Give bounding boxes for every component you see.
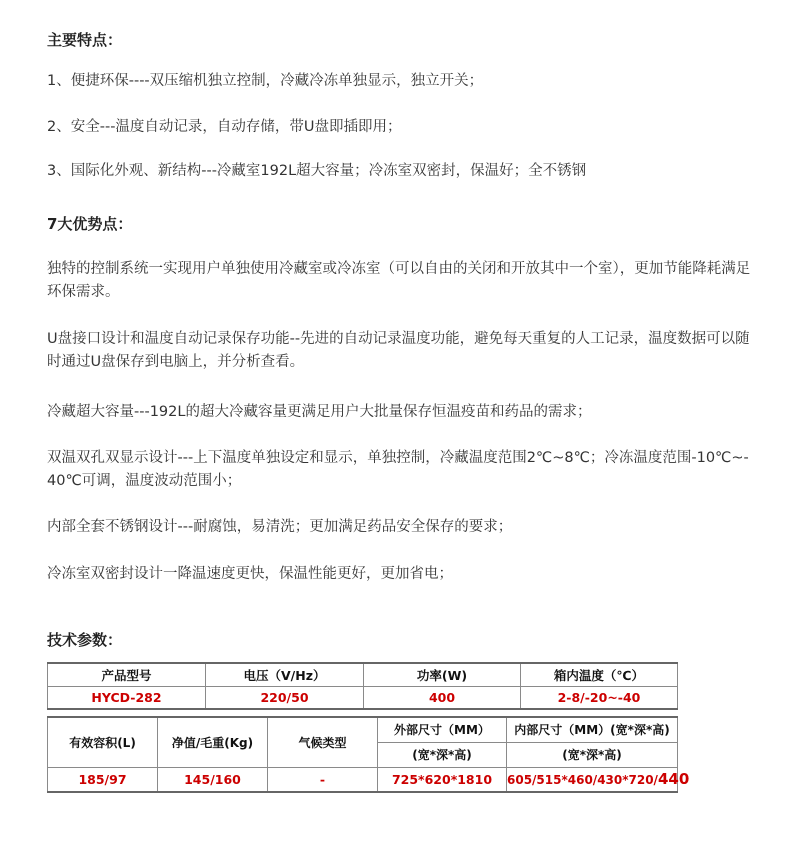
advantages-title: 7大优势点： [47, 215, 133, 233]
header-model: 产品型号 [48, 663, 206, 686]
header-outer-size: 外部尺寸（MM） [378, 717, 507, 742]
table-row [48, 663, 678, 686]
advantage-item-5: 内部全套不锈钢设计---耐腐蚀，易清洗；更加满足药品安全保存的要求； [47, 519, 513, 535]
features-title: 主要特点： [47, 31, 123, 49]
header-volume: 有效容积(L) [48, 717, 158, 767]
value-voltage: 220/50 [206, 686, 364, 709]
value-weight: 145/160 [158, 767, 268, 792]
subheader-outer-dims: (宽*深*高) [378, 742, 507, 767]
header-power: 功率(W) [364, 663, 521, 686]
feature-item-3: 3、国际化外观、新结构---冷藏室192L超大容量；冷冻室双密封，保温好；全不锈钢 [47, 163, 587, 179]
header-voltage: 电压（V/Hz） [206, 663, 364, 686]
table-row [48, 686, 678, 709]
specs-title: 技术参数： [47, 631, 123, 649]
value-inner-temp: 2-8/-20~-40 [521, 686, 678, 709]
advantage-item-3: 冷藏超大容量---192L的超大冷藏容量更满足用户大批量保存恒温疫苗和药品的需求； [47, 404, 592, 420]
advantage-item-6: 冷冻室双密封设计一降温速度更快，保温性能更好，更加省电； [47, 566, 453, 582]
value-outer-size: 725*620*1810 [378, 767, 507, 792]
value-inner-size-main: 605/515*460/430*720/ [507, 773, 658, 788]
header-inner-size: 内部尺寸（MM）(宽*深*高) [507, 717, 678, 742]
value-power: 400 [364, 686, 521, 709]
value-inner-size [507, 767, 690, 792]
table-row [48, 767, 678, 792]
header-inner-temp: 箱内温度（℃） [521, 663, 678, 686]
value-inner-size-tail: 440 [657, 770, 690, 789]
advantage-item-2: U盘接口设计和温度自动记录保存功能--先进的自动记录温度功能，避免每天重复的人工记录，温度数据可以随时通过U盘保存到电脑上，并分析查看。 [47, 331, 750, 370]
feature-item-1: 1、便捷环保----双压缩机独立控制，冷藏冷冻单独显示，独立开关； [47, 73, 484, 89]
feature-item-2: 2、安全---温度自动记录，自动存储，带U盘即插即用； [47, 119, 402, 135]
spec-table-dimensions [47, 716, 690, 793]
value-volume: 185/97 [48, 767, 158, 792]
spec-table-basic [47, 662, 678, 710]
value-model: HYCD-282 [48, 686, 206, 709]
subheader-inner-dims: (宽*深*高) [507, 742, 678, 767]
advantage-item-4: 双温双孔双显示设计---上下温度单独设定和显示，单独控制，冷藏温度范围2℃~8℃；冷冻温度范围-10℃~- 40℃可调，温度波动范围小； [47, 450, 749, 489]
table-row [48, 717, 678, 742]
header-weight: 净值/毛重(Kg) [158, 717, 268, 767]
value-climate: - [268, 767, 378, 792]
advantage-item-1: 独特的控制系统一实现用户单独使用冷藏室或冷冻室（可以自由的关闭和开放其中一个室），更加节能降耗满足环保需求。 [47, 261, 751, 300]
header-climate: 气候类型 [268, 717, 378, 767]
